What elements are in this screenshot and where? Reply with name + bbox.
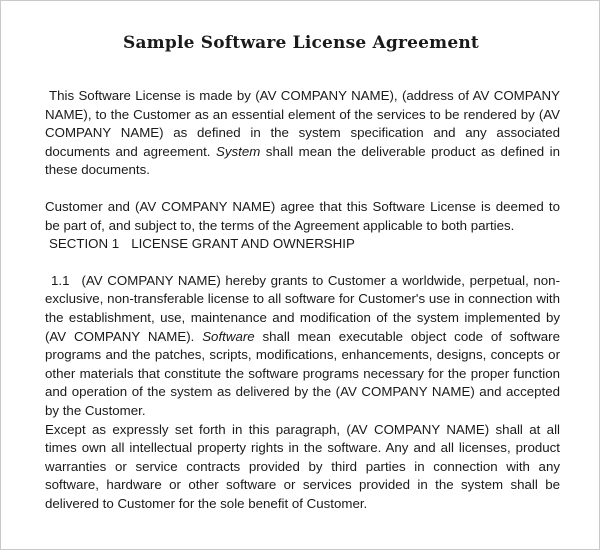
ownership-paragraph: Except as expressly set forth in this paragraph, (AV COMPANY NAME) shall at all times own all intellectual property rights in the software. Any and all licenses, product warranties or service contracts provided by third parties in connection with any software, hardware or other software or services provided in the system shall be delivered to Customer for the sole benefit of Customer. [45,421,560,511]
section-heading [45,235,560,254]
document-title: Sample Software License Agreement [122,33,479,53]
clause-defined-term: Software [202,328,255,344]
document-body [45,87,560,513]
intro-defined-term: System [215,143,261,159]
clause-1-1 [45,272,560,421]
clause-text-b: shall mean executable object code of software programs and the patches, scripts, modifications, enhancements, designs, concepts or other materials that constitute the software programs necessary for the proper function and operation of the system as delivered by the (AV COMPANY NAME) and accepted by the Customer. [45,328,560,418]
clause-text-a: (AV COMPANY NAME) hereby grants to Customer a worldwide, perpetual, non-exclusive, non-transferable license to all software for Customer's use in connection with the establishment, use, maintenance and modification of the system implemented by (AV COMPANY NAME). [45,272,560,344]
intro-text-a: This Software License is made by (AV COMPANY NAME), (address of AV COMPANY NAME), to the Customer as an essential element of the services to be rendered by (AV COMPANY NAME) as defined in the system specification and any associated documents and agreement. [45,88,560,159]
intro-paragraph [45,87,560,180]
agreement-paragraph: Customer and (AV COMPANY NAME) agree that this Software License is deemed to be part of, and subject to, the terms of the Agreement applicable to both parties. [45,198,560,233]
section-title: LICENSE GRANT AND OWNERSHIP [131,236,355,252]
intro-text-b: shall mean the deliverable product as defined in these documents. [45,143,561,178]
section-number: SECTION 1 [49,236,120,252]
clause-number: 1.1 [51,272,70,288]
